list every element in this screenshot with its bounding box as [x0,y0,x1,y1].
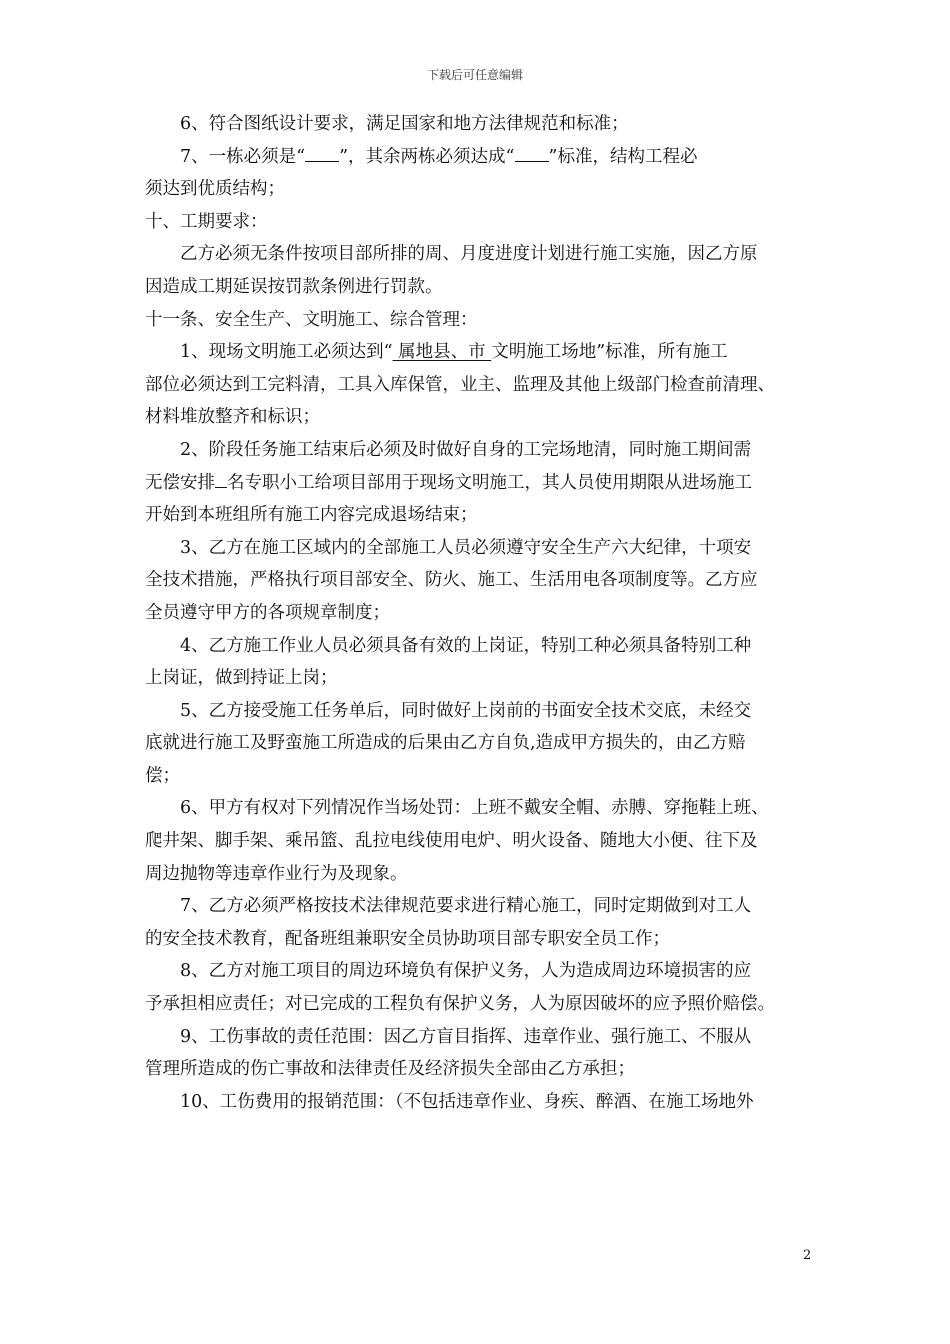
paragraph-line: 部位必须达到工完料清，工具入库保管，业主、监理及其他上级部门检查前清理、 [145,374,775,395]
fill-in-blank [215,467,227,488]
paragraph-line [145,141,825,174]
paragraph-line: 开始到本班组所有施工内容完成退场结束； [145,505,478,526]
page-header-note: 下载后可任意编辑 [426,68,523,82]
paragraph-line: 8、乙方对施工项目的周边环境负有保护义务，人为造成周边环境损害的应 [180,961,752,982]
paragraph-line [145,467,825,500]
text-run: 文明施工场地”标准，所有施工 [491,342,728,363]
paragraph-line: 9、工伤事故的责任范围：因乙方盲目指挥、违章作业、强行施工、不服从 [180,1026,752,1047]
paragraph-line: 爬井架、脚手架、乘吊篮、乱拉电线使用电炉、明火设备、随地大小便、往下及 [145,831,758,852]
text-run: 7、一栋必须是“ [180,146,306,167]
paragraph-line: 10、工伤费用的报销范围：（不包括违章作业、身疾、醉酒、在施工场地外 [180,1091,754,1112]
paragraph-line [145,336,825,369]
text-run: 名专职小工给项目部用于现场文明施工，其人员使用期限从进场施工 [227,472,752,493]
paragraph-line: 的安全技术教育，配备班组兼职安全员协助项目部专职安全员工作； [145,928,670,949]
paragraph-line: 须达到优质结构； [145,179,285,200]
fill-in-blank [305,141,339,162]
paragraph-line: 4、乙方施工作业人员必须具备有效的上岗证，特别工种必须具备特别工种 [180,635,752,656]
paragraph-line: 6、甲方有权对下列情况作当场处罚：上班不戴安全帽、赤膊、穿拖鞋上班、 [180,798,769,819]
paragraph-line: 2、阶段任务施工结束后必须及时做好自身的工完场地清，同时施工期间需 [180,439,752,460]
paragraph-line: 材料堆放整齐和标识； [145,407,320,428]
paragraph-line: 5、乙方接受施工任务单后，同时做好上岗前的书面安全技术交底，未经交 [180,700,752,721]
underlined-text: 属地县、市 [392,342,492,363]
paragraph-line: 3、乙方在施工区域内的全部施工人员必须遵守安全生产六大纪律，十项安 [180,537,752,558]
paragraph-line: 偿； [145,765,180,786]
paragraph-line: 6、符合图纸设计要求，满足国家和地方法律规范和标准； [180,114,629,134]
paragraph-line: 因造成工期延误按罚款条例进行罚款。 [145,276,443,297]
paragraph-line: 全技术措施，严格执行项目部安全、防火、施工、生活用电各项制度等。乙方应 [145,570,758,591]
paragraph-line: 全员遵守甲方的各项规章制度； [145,602,390,623]
paragraph-line: 上岗证，做到持证上岗； [145,668,338,689]
fill-in-blank [515,141,549,162]
paragraph-line: 予承担相应责任；对已完成的工程负有保护义务，人为原因破坏的应予照价赔偿。 [145,994,775,1015]
paragraph-line: 周边抛物等违章作业行为及现象。 [145,863,408,884]
paragraph-line: 底就进行施工及野蛮施工所造成的后果由乙方自负,造成甲方损失的，由乙方赔 [145,733,746,754]
section-heading: 十、工期要求： [145,211,268,232]
paragraph-line: 7、乙方必须严格按技术法律规范要求进行精心施工，同时定期做到对工人 [180,896,752,917]
text-run: ”标准，结构工程必 [548,146,698,167]
paragraph-line: 乙方必须无条件按项目部所排的周、月度进度计划进行施工实施，因乙方原 [180,244,758,265]
document-body [145,108,825,1118]
text-run: ”，其余两栋必须达成“ [339,146,515,167]
paragraph-line: 管理所造成的伤亡事故和法律责任及经济损失全部由乙方承担； [145,1059,635,1080]
text-run: 1、现场文明施工必须达到“ [180,342,393,363]
text-run: 无偿安排 [145,472,215,493]
section-heading: 十一条、安全生产、文明施工、综合管理： [145,309,478,330]
page-number: 2 [803,1248,812,1263]
